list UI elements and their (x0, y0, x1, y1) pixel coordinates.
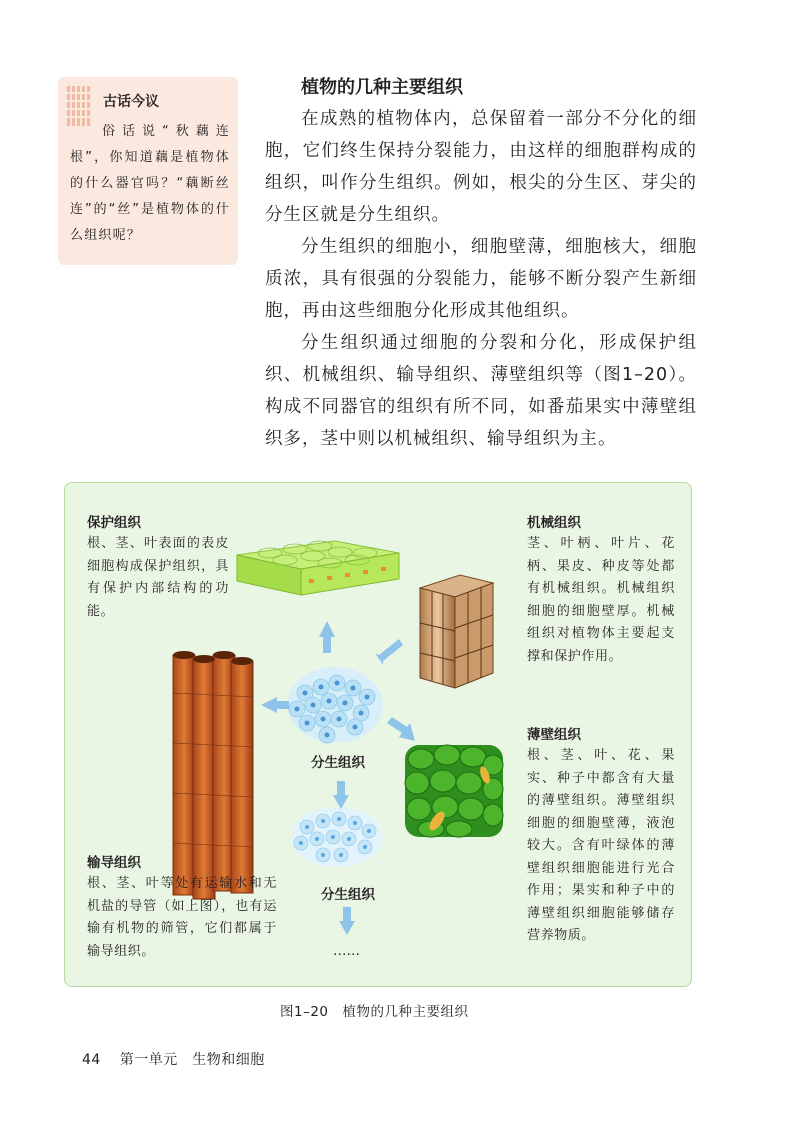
section-heading: 植物的几种主要组织 (301, 77, 463, 98)
paragraph-2: 分生组织的细胞小，细胞壁薄，细胞核大，细胞质浓，具有很强的分裂能力，能够不断分裂产生新细胞，再由这些细胞分化形成其他组织。 (265, 237, 697, 321)
protective-tissue-image (237, 541, 399, 595)
unit-title: 第一单元 生物和细胞 (119, 1052, 265, 1068)
tissue-figure (64, 482, 692, 987)
conductive-body: 根、茎、叶等处有运输水和无机盐的导管（如上图），也有运输有机物的筛管，它们都属于输导组织。 (87, 876, 277, 959)
meristem-label-1: 分生组织 (311, 755, 365, 771)
page-number: 44 (82, 1052, 101, 1068)
sidebar-title: 古话今议 (103, 94, 159, 110)
meristem-cluster-image (287, 667, 383, 743)
protective-title: 保护组织 (87, 515, 141, 531)
sidebar-body: 俗话说“秋藕连根”，你知道藕是植物体的什么器官吗？“藕断丝连”的“丝”是植物体的什么组织呢？ (70, 124, 230, 243)
meristem-cluster-2-image (291, 807, 383, 867)
arrow-down-icon (333, 781, 349, 809)
mechanical-body: 茎、叶柄、叶片、花柄、果皮、种皮等处都有机械组织。机械组织细胞的细胞壁厚。机械组织对植物体主要起支撑和保护作用。 (527, 536, 675, 664)
parenchyma-tissue-image (405, 745, 503, 837)
parenchyma-body: 根、茎、叶、花、果实、种子中都含有大量的薄壁组织。薄壁组织细胞的细胞壁薄，液泡较大。含有叶绿体的薄壁组织细胞能进行光合作用；果实和种子中的薄壁组织细胞能够储存营养物质。 (527, 748, 675, 943)
ellipsis: …… (333, 943, 360, 959)
arrow-up-icon (319, 621, 335, 653)
conductive-title: 输导组织 (87, 855, 141, 871)
arrow-down-2-icon (339, 907, 355, 935)
figure-caption: 图1–20 植物的几种主要组织 (280, 1004, 469, 1020)
arrow-downright-icon (387, 717, 415, 741)
arrow-left-icon (261, 697, 289, 713)
meristem-label-2: 分生组织 (321, 887, 375, 903)
parenchyma-title: 薄壁组织 (527, 727, 581, 743)
conductive-tissue-image (173, 651, 253, 899)
mechanical-tissue-image (420, 575, 493, 688)
protective-body: 根、茎、叶表面的表皮细胞构成保护组织，具有保护内部结构的功能。 (87, 536, 229, 619)
mechanical-title: 机械组织 (527, 515, 581, 531)
page-footer (82, 1049, 265, 1069)
sidebar-box (58, 77, 238, 265)
paragraph-1: 在成熟的植物体内，总保留着一部分不分化的细胞，它们终生保持分裂能力，由这样的细胞群构成的组织，叫作分生组织。例如，根尖的分生区、芽尖的分生区就是分生组织。 (265, 109, 697, 225)
arrow-upright-icon (375, 639, 403, 665)
paragraph-3: 分生组织通过细胞的分裂和分化，形成保护组织、机械组织、输导组织、薄壁组织等（图1–20）。构成不同器官的组织有所不同，如番茄果实中薄壁组织多，茎中则以机械组织、输导组织为主。 (265, 333, 697, 449)
